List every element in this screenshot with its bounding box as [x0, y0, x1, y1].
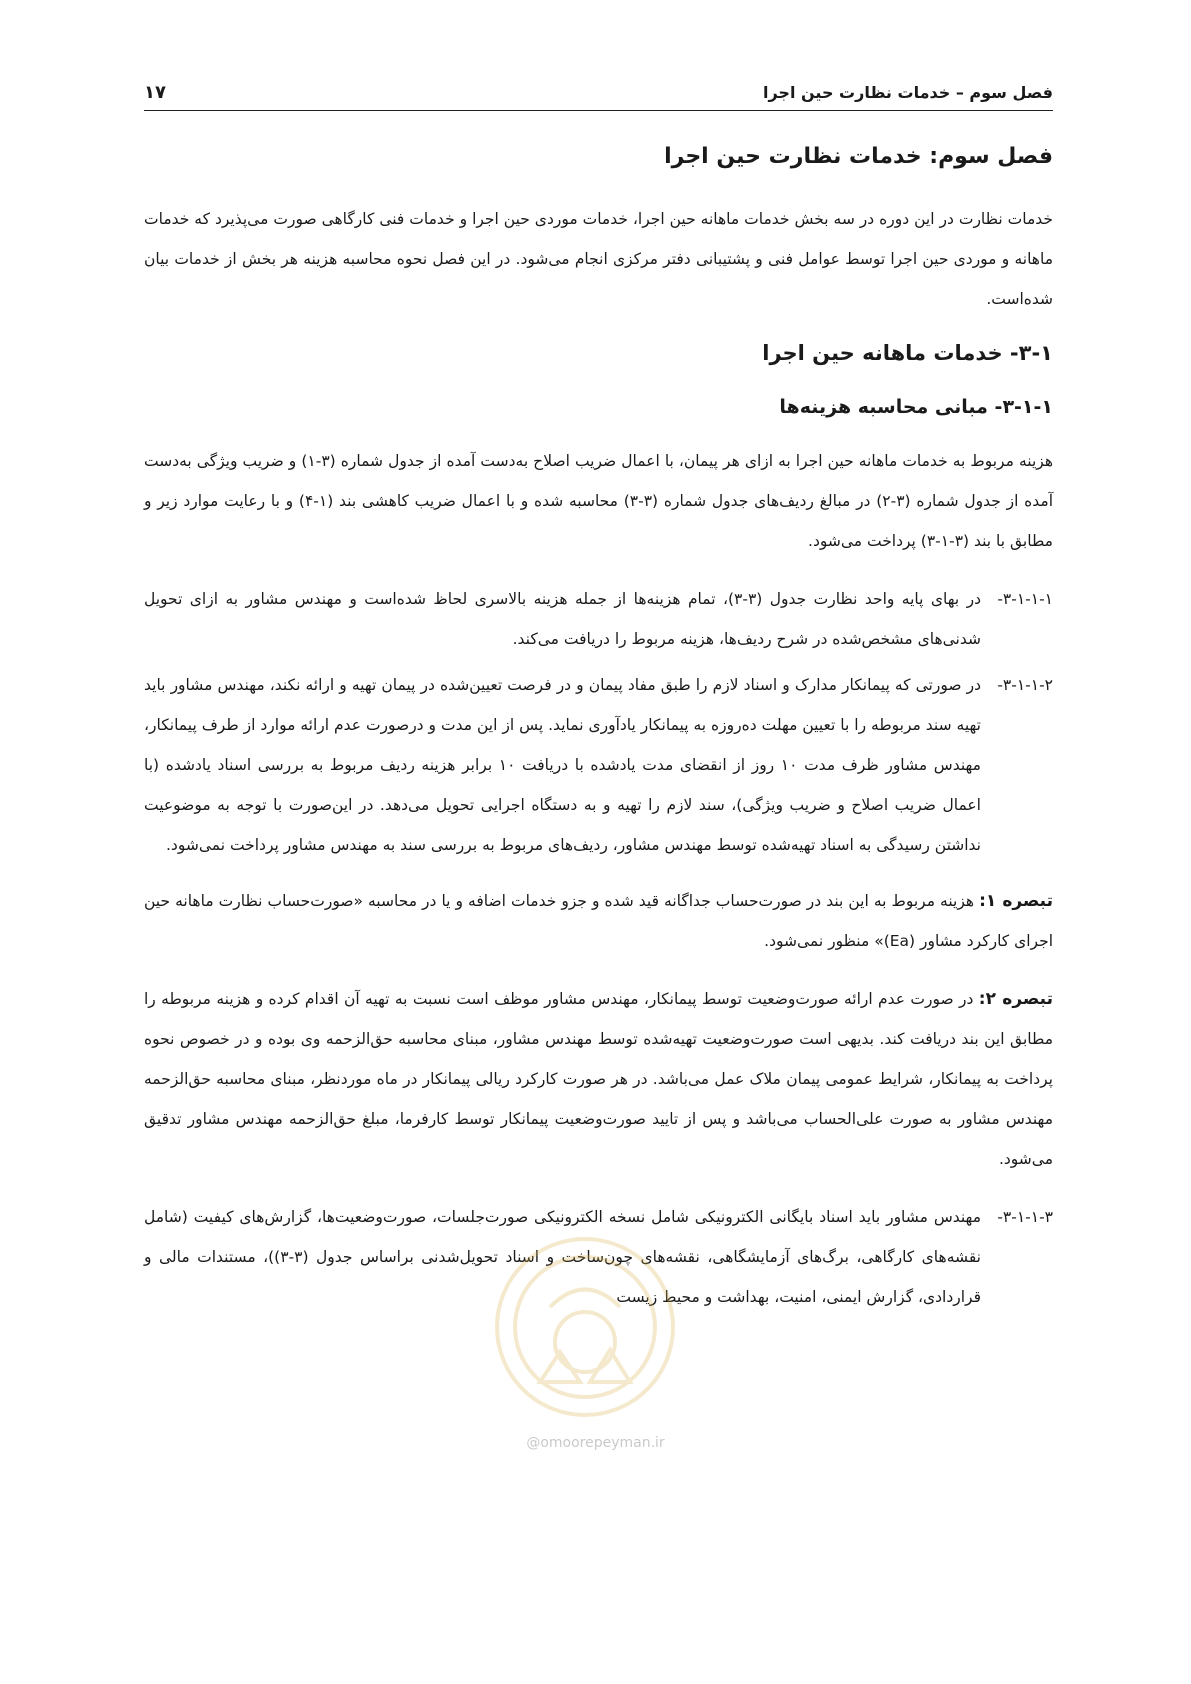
note-text: هزینه مربوط به این بند در صورت‌حساب جداگانه قید شده و جزو خدمات اضافه و یا در محاسبه «صورت‌حساب نظارت ماهانه حین اجرای کارکرد مشاور (Ea)» منظور نمی‌شود. [144, 891, 1053, 950]
header-title: فصل سوم – خدمات نظارت حین اجرا [762, 82, 1053, 102]
item-number: ۳-۱-۱-۱- [997, 589, 1053, 608]
intro-paragraph: خدمات نظارت در این دوره در سه بخش خدمات ماهانه حین اجرا، خدمات موردی حین اجرا و خدمات فنی کارگاهی صورت می‌پذیرد که خدمات ماهانه و موردی حین اجرا توسط عوامل فنی و پشتیبانی دفتر مرکزی انجام می‌شود. در این فصل نحوه محاسبه هزینه هر بخش از خدمات بیان شده‌است. [144, 209, 1053, 308]
page-content [144, 142, 1053, 1323]
note-text: در صورت عدم ارائه صورت‌وضعیت توسط پیمانکار، مهندس مشاور موظف است نسبت به تهیه آن اقدام کرده و هزینه مربوطه را مطابق این بند دریافت کند. بدیهی است صورت‌وضعیت تهیه‌شده توسط مهندس مشاور، مبنای محاسبه حق‌الزحمه وی بوده و در خصوص نحوه پرداخت به پیمانکار، شرایط عمومی پیمان ملاک عمل می‌باشد. در هر صورت کارکرد ریالی پیمانکار در ماه موردنظر، مبنای محاسبه حق‌الزحمه مهندس مشاور به صورت علی‌الحساب می‌باشد و پس از تایید صورت‌وضعیت پیمانکار توسط کارفرما، مبلغ حق‌الزحمه مهندس مشاور تدقیق می‌شود. [144, 989, 1053, 1168]
note-label: تبصره ۱: [979, 890, 1054, 911]
subsection-title: ۳-۱-۱- مبانی محاسبه هزینه‌ها [779, 396, 1053, 419]
item-text: در بهای پایه واحد نظارت جدول (۳-۳)، تمام هزینه‌ها از جمله هزینه بالاسری لحاظ شده‌است و مهندس مشاور به ازای تحویل شدنی‌های مشخص‌شده در شرح ردیف‌ها، هزینه مربوط را دریافت می‌کند. [144, 589, 981, 648]
item-number: ۳-۱-۱-۲- [997, 675, 1053, 694]
note-label: تبصره ۲: [978, 988, 1053, 1009]
note-1 [144, 881, 1053, 961]
item-text: در صورتی که پیمانکار مدارک و اسناد لازم را طبق مفاد پیمان و در فرصت تعیین‌شده در پیمان تهیه و ارائه نکند، مهندس مشاور باید تهیه سند مربوطه را با تعیین مهلت ده‌روزه به پیمانکار یادآوری نماید. پس از این مدت و درصورت عدم ارائه موارد از طرف پیمانکار، مهندس مشاور ظرف مدت ۱۰ روز از انقضای مدت یادشده با دریافت ۱۰ برابر هزینه ردیف مربوط به بررسی اسناد یادشده (با اعمال ضریب اصلاح و ضریب ویژگی)، سند لازم را تهیه و به دستگاه اجرایی تحویل می‌دهد. در این‌صورت با توجه به موضوعیت نداشتن رسیدگی به اسناد تهیه‌شده توسط مهندس مشاور، ردیف‌های مربوط به بررسی سند به مهندس مشاور پرداخت نمی‌شود. [144, 675, 981, 854]
chapter-title: فصل سوم: خدمات نظارت حین اجرا [664, 144, 1053, 169]
note-2 [144, 979, 1053, 1179]
list-item [144, 665, 1053, 865]
item-number: ۳-۱-۱-۳- [997, 1207, 1053, 1226]
watermark-text: @omoorepeyman.ir [526, 1435, 665, 1451]
list-item [144, 579, 1053, 659]
subsection-paragraph: هزینه مربوط به خدمات ماهانه حین اجرا به ازای هر پیمان، با اعمال ضریب اصلاح به‌دست آمده از جدول شماره (۳-۱) و ضریب ویژگی به‌دست آمده از جدول شماره (۳-۲) در مبالغ ردیف‌های جدول شماره (۳-۳) محاسبه شده و با اعمال ضریب کاهشی بند (۱-۴) و با رعایت موارد زیر و مطابق با بند (۳-۱-۳) پرداخت می‌شود. [144, 451, 1054, 550]
item-text: مهندس مشاور باید اسناد بایگانی الکترونیکی شامل نسخه الکترونیکی صورت‌جلسات، صورت‌وضعیت‌ها، گزارش‌های کیفیت (شامل نقشه‌های کارگاهی، برگ‌های آزمایشگاهی، نقشه‌های چون‌ساخت و اسناد تحویل‌شدنی براساس جدول (۳-۳))، مستندات مالی و قراردادی، گزارش ایمنی، امنیت، بهداشت و محیط زیست [144, 1207, 981, 1306]
running-header [144, 74, 1053, 111]
page-number: ۱۷ [144, 81, 166, 103]
list-item [144, 1197, 1053, 1317]
section-title: ۳-۱- خدمات ماهانه حین اجرا [762, 340, 1053, 365]
